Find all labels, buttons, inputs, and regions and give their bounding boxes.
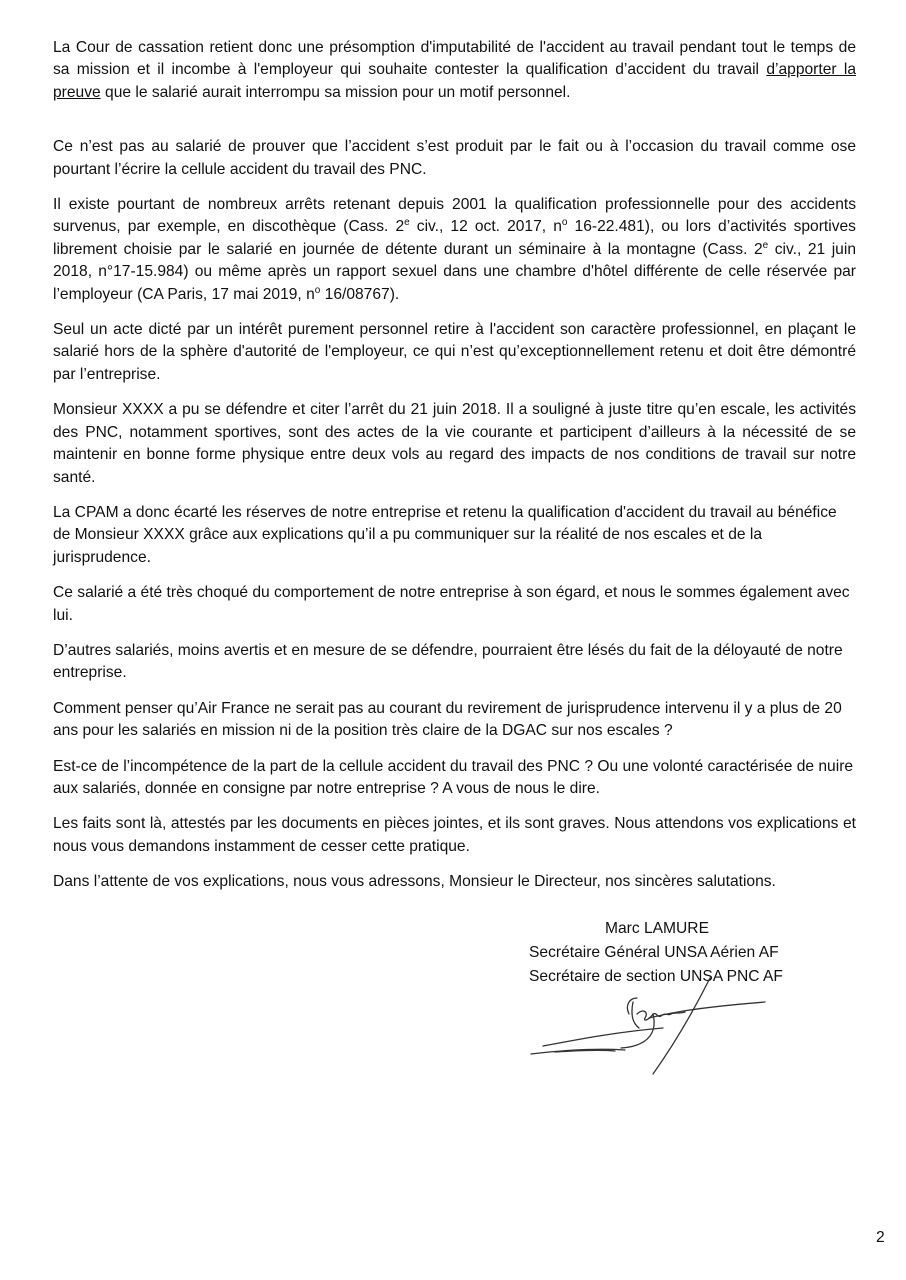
paragraph-text: Il existe pourtant de nombreux arrêts retenant depuis 2001 la qualification professionnelle pour des accidents survenus, par exemple, en discothèque (Cass. 2 <box>53 196 856 236</box>
paragraph-salutations: Dans l’attente de vos explications, nous vous adressons, Monsieur le Directeur, nos sincères salutations. <box>53 873 776 891</box>
paragraph-text: La Cour de cassation retient donc une présomption d'imputabilité de l'accident au travail pendant tout le temps de sa mission et il incombe à l'employeur qui souhaite contester la qualification d’accident du travail <box>53 39 856 79</box>
paragraph-text: civ., 21 juin 2018, n°17-15.984) ou même après un rapport sexuel dans une chambre d'hôtel différente de celle réservée par l’employeur (CA Paris, 17 mai 2019, n <box>53 240 856 303</box>
signatory-title-2: Secrétaire de section UNSA PNC AF <box>529 968 783 985</box>
paragraph-incompetence: Est-ce de l’incompétence de la part de la cellule accident du travail des PNC ? Ou une volonté caractérisée de nuire aux salariés, donnée en consigne par notre entreprise ? A vous de nous le dire. <box>53 757 854 797</box>
paragraph-cpam: La CPAM a donc écarté les réserves de notre entreprise et retenu la qualification d'accident du travail au bénéfice de Monsieur XXXX grâce aux explications qu’il a pu communiquer sur la réalité de nos escales et de la jurisprudence. <box>53 503 837 566</box>
paragraph-preuve: Ce n’est pas au salarié de prouver que l’accident s’est produit par le fait ou à l’occasion du travail comme ose pourtant l’écrire la cellule accident du travail des PNC. <box>53 138 856 178</box>
paragraph-presomption <box>53 37 856 104</box>
page-number: 2 <box>876 1229 885 1246</box>
paragraph-interet-personnel: Seul un acte dicté par un intérêt purement personnel retire à l'accident son caractère professionnel, en plaçant le salarié hors de la sphère d'autorité de l'employeur, ce qui n’est qu’exceptionnellement retenu et doit être démontré par l’entreprise. <box>53 321 856 383</box>
paragraph-jurisprudence <box>53 194 856 306</box>
paragraph-text: 16/08767). <box>320 285 400 303</box>
paragraph-text: que le salarié aurait interrompu sa mission pour un motif personnel. <box>100 83 571 101</box>
paragraph-autres-salaries: D’autres salariés, moins avertis et en mesure de se défendre, pourraient être lésés du fait de la déloyauté de notre entreprise. <box>53 641 843 682</box>
superscript: e <box>404 217 410 229</box>
paragraph-text: 16-22.481), ou lors d’activités sportives librement choisie par le salarié en journée de détente durant un séminaire à la montagne (Cass. 2 <box>53 218 856 258</box>
handwritten-signature <box>525 968 775 1078</box>
paragraph-monsieur-xxxx: Monsieur XXXX a pu se défendre et citer l’arrêt du 21 juin 2018. Il a souligné à juste titre qu’en escale, les activités des PNC, notamment sportives, sont des actes de la vie courante et participent d’ailleurs à la nécessité de se maintenir en bonne forme physique entre deux vols au regard des impacts de nos conditions de travail sur notre santé. <box>53 401 856 486</box>
paragraph-air-france: Comment penser qu’Air France ne serait pas au courant du revirement de jurisprudence intervenu il y a plus de 20 ans pour les salariés en mission ni de la position très claire de la DGAC sur nos escales ? <box>53 699 842 740</box>
signatory-title-1: Secrétaire Général UNSA Aérien AF <box>529 944 779 961</box>
superscript: e <box>762 239 769 251</box>
superscript: o <box>314 284 321 296</box>
underlined-text: d’apporter la preuve <box>53 61 857 101</box>
paragraph-text: civ., 12 oct. 2017, n <box>409 218 562 236</box>
letter-body <box>53 37 856 907</box>
paragraph-faits: Les faits sont là, attestés par les documents en pièces jointes, et ils sont graves. Nous attendons vos explications et nous vous demandons instamment de cesser cette pratique. <box>53 815 856 855</box>
paragraph-salarie-choque: Ce salarié a été très choqué du comportement de notre entreprise à son égard, et nous le sommes également avec lui. <box>53 584 850 624</box>
superscript: o <box>561 217 568 229</box>
signatory-name: Marc LAMURE <box>605 920 709 937</box>
